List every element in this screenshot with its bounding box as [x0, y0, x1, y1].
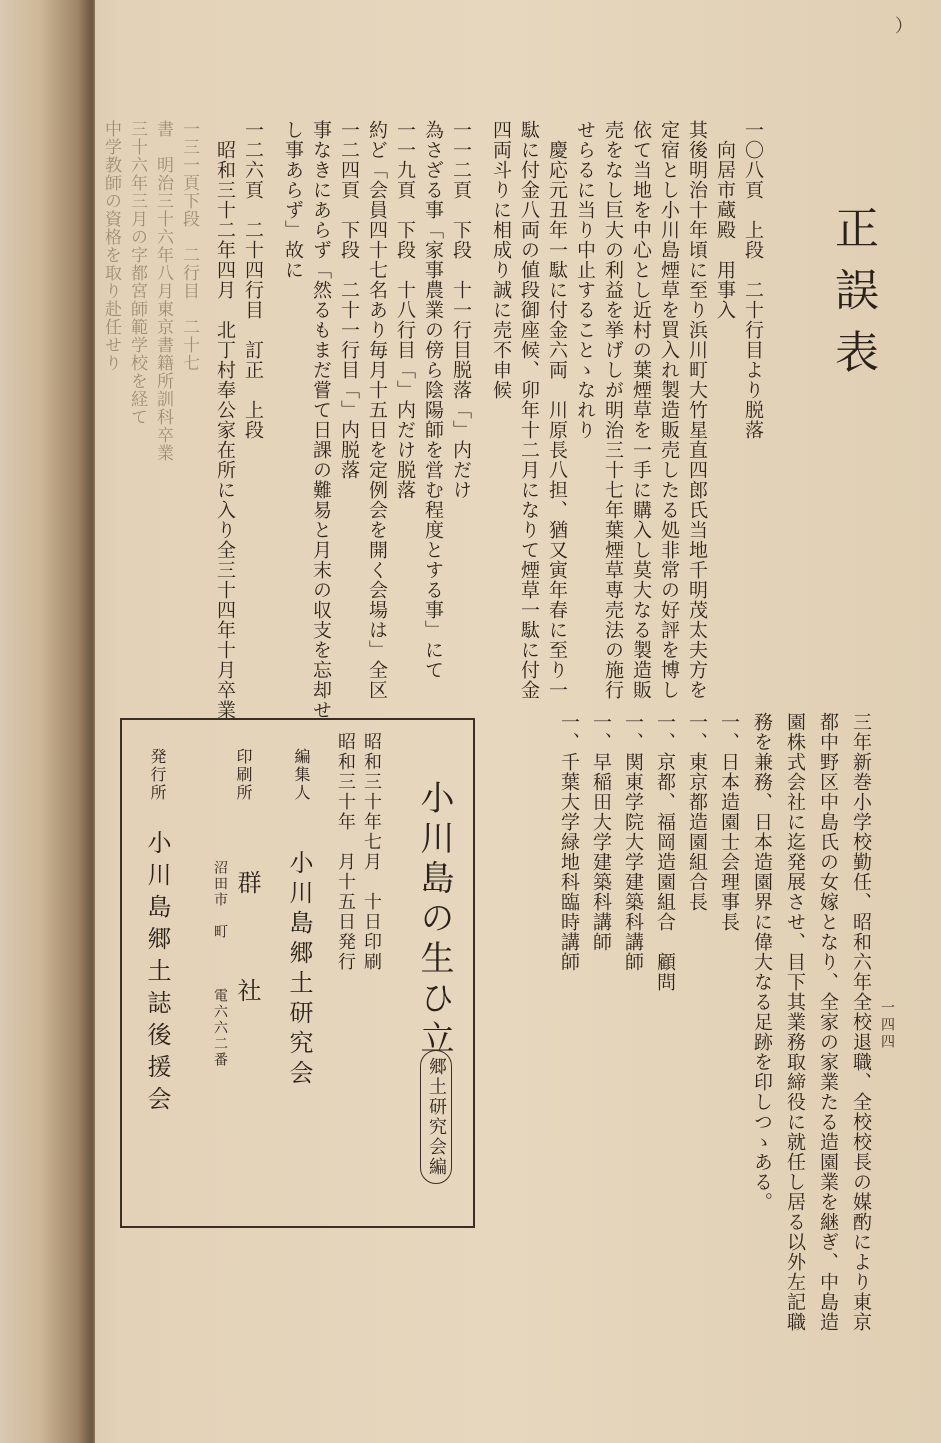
errata-line: し事あらず」故に	[282, 120, 304, 280]
page-title: 正誤表	[827, 205, 878, 391]
errata-line: 一一九頁 下段 十八行目「」内だけ脱落	[394, 120, 416, 500]
position-item: 一、関東学院大学建築科講師	[622, 712, 644, 972]
corner-mark: ）	[895, 16, 913, 37]
errata-line: 事なきにあらず「然るもまだ嘗て日課の難易と月末の収支を忘却せ	[310, 120, 332, 720]
errata-line: 駄に付金八両の値段御座候、卯年十二月になりて煙草一駄に付金	[518, 120, 540, 700]
book-subtitle: 郷土研究会編	[420, 1050, 452, 1184]
printer-label: 印刷所	[234, 748, 253, 802]
printer-phone: 電六六二番	[212, 988, 228, 1068]
position-item: 一、日本造園士会理事長	[718, 712, 740, 932]
bleed-line: 書 明治三十六年八月東京書籍所訓科卒業	[153, 120, 173, 462]
bleed-line: 一三一頁下段 二行目 二十七	[179, 120, 199, 372]
errata-line: 約ど「会員四十七名あり毎月十五日を定例会を開く会場は」全区	[366, 120, 388, 700]
errata-line: 慶応元丑年一駄に付金六両 川原長八担、猶又寅年春に至り一	[546, 120, 568, 700]
errata-line: 昭和三十二年四月 北丁村奉公家在所に入り全三十四年十月卒業	[214, 120, 236, 720]
bleed-line: 中学教師の資格を取り赴任せり	[101, 120, 121, 372]
bio-line: 務を兼務、日本造園界に偉大なる足跡を印しつゝある。	[751, 712, 773, 1212]
position-item: 一、千葉大学緑地科臨時講師	[558, 712, 580, 972]
errata-line: せらるに当り中止することゝなれり	[574, 120, 596, 440]
errata-line: 一二六頁 二十四行目 訂正 上段	[242, 120, 264, 440]
printer-address: 沼田市 町	[212, 860, 228, 940]
position-item: 一、東京都造園組合長	[686, 712, 708, 912]
errata-line: 向居市蔵殿 用事入	[714, 120, 736, 320]
position-item: 一、早稲田大学建築科講師	[590, 712, 612, 952]
page-number: 一四四	[879, 1000, 895, 1051]
printer-name: 群 社	[233, 870, 261, 1032]
errata-line: 依て当地を中心とし近村の葉煙草を一手に購入し莫大なる製造販	[630, 120, 652, 700]
errata-line: 売をなし巨大の利益を挙げしが明治三十七年葉煙草専売法の施行	[602, 120, 624, 700]
publisher-label: 発行所	[148, 748, 167, 802]
errata-line: 一一二頁 下段 十一行目脱落「」内だけ	[450, 120, 472, 500]
errata-line: 定宿とし小川島煙草を買入れ製造販売したる処非常の好評を博し	[658, 120, 680, 700]
bleed-line: 三十六年三月の字都宮師範学校を経て	[127, 120, 147, 426]
bio-line: 園株式会社に迄発展させ、目下其業務取締役に就任し居る以外左記職	[784, 712, 806, 1332]
errata-line: 其後明治十年頃に至り浜川町大竹星直四郎氏当地千明茂太夫方を	[686, 120, 708, 700]
published-date: 昭和三十年 月十五日発行	[335, 732, 356, 972]
book-title: 小川島の生ひ立	[414, 780, 454, 1060]
page-gutter	[0, 0, 95, 1443]
position-item: 一、京都、福岡造園組合 顧問	[654, 712, 676, 992]
errata-line: 一〇八頁 上段 二十行目より脱落	[742, 120, 764, 440]
errata-line: 為さざる事「家事農業の傍ら陰陽師を営む程度とする事」にて	[422, 120, 444, 680]
printed-date: 昭和三十年七月 十日印刷	[361, 732, 382, 972]
editor-name: 小川島郷土研究会	[285, 850, 313, 1090]
errata-line: 一二四頁 下段 二十一行目「」内脱落	[338, 120, 360, 480]
colophon-box	[120, 718, 475, 1228]
bio-line: 三年新巻小学校勤任、昭和六年全校退職、全校校長の媒酌により東京	[850, 712, 872, 1332]
editor-label: 編集人	[292, 748, 311, 802]
bio-line: 都中野区中島氏の女嫁となり、全家の家業たる造園業を継ぎ、中島造	[817, 712, 839, 1332]
errata-line: 四両斗りに相成り誠に売不申候	[490, 120, 512, 400]
publisher-name: 小川島郷土誌後援会	[143, 830, 171, 1118]
